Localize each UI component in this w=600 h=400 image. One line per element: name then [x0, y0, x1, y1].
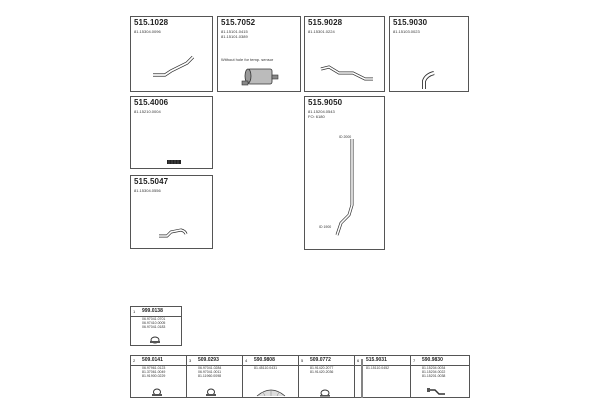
clamp-icon	[299, 356, 355, 399]
silencer-drawing	[218, 17, 302, 93]
flex-hose-drawing	[131, 97, 214, 170]
accessory-part-number: 999.0138	[142, 308, 163, 314]
oem-codes: 81.15304.0556	[134, 188, 161, 193]
bracket-icon	[411, 356, 471, 399]
oem-codes: 81.15101.0415 81.15101.0389	[221, 29, 248, 39]
oem-codes: 81.15210.0004	[134, 109, 161, 114]
part-box-515-5047	[130, 175, 213, 249]
part-box-515-9050	[304, 96, 385, 250]
accessory-part-number: 515.9031	[366, 357, 387, 363]
accessory-codes: 06.97041.0701 06.97410.0005 06.97041.0183	[142, 317, 166, 330]
straight-pipe-icon	[355, 356, 411, 399]
accessory-codes: 81.91420.2077 81.91420.2036	[310, 366, 334, 375]
oem-codes: 81.15204.0543 FO: 6180	[308, 109, 335, 119]
bent-pipe-drawing	[131, 17, 214, 93]
clamp-icon	[131, 307, 183, 347]
accessory-cell-590-9830	[411, 356, 471, 397]
u-bolt-clamp-icon	[187, 356, 243, 399]
accessories-row	[130, 355, 470, 398]
accessory-cell-590-9808	[243, 356, 299, 397]
heat-shield-icon	[243, 356, 299, 399]
part-box-515-4006	[130, 96, 213, 169]
accessory-codes: 81.15110.0452	[366, 366, 390, 370]
item-number: 2	[133, 358, 136, 363]
part-number: 515.4006	[134, 98, 169, 107]
part-box-515-1028	[130, 16, 213, 92]
accessory-codes: 81.15204.0034 81.15204.0022 81.15201.0038	[422, 366, 446, 379]
part-number: 515.1028	[134, 18, 169, 27]
accessory-part-number: 509.0293	[198, 357, 219, 363]
accessory-part-number: 509.0141	[142, 357, 163, 363]
part-number: 515.9050	[308, 98, 343, 107]
accessory-cell-509-0772	[299, 356, 355, 397]
accessory-part-number: 590.9830	[422, 357, 443, 363]
oem-codes: 81.15103.0023	[393, 29, 420, 34]
u-bolt-clamp-icon	[131, 356, 187, 399]
item-number: 7	[413, 358, 416, 363]
elbow-pipe-drawing	[390, 17, 470, 93]
dimension-label-top: ID 2000	[339, 135, 352, 139]
oem-codes: 81.15301.0224	[308, 29, 335, 34]
long-pipe-drawing	[305, 97, 386, 251]
item-number: 4	[245, 358, 248, 363]
accessory-cell-509-0141	[131, 356, 187, 397]
bent-pipe-drawing	[131, 176, 214, 250]
accessory-part-number: 509.0772	[310, 357, 331, 363]
part-box-515-9030	[389, 16, 469, 92]
item-number: 3	[189, 358, 192, 363]
part-number: 515.9030	[393, 18, 428, 27]
accessory-codes: 06.97961.0123 81.37061.0049 81.91900.0229	[142, 366, 166, 379]
oem-codes: 81.15304.0096	[134, 29, 161, 34]
accessory-codes: 06.97041.0284 06.97041.0011 81.11960.0098	[198, 366, 222, 379]
part-number: 515.7052	[221, 18, 256, 27]
accessory-codes: 81.45110.0431	[254, 366, 278, 370]
item-number: 5	[301, 358, 304, 363]
bent-pipe-drawing	[305, 17, 386, 93]
accessory-cell-509-0293	[187, 356, 243, 397]
part-number: 515.5047	[134, 177, 169, 186]
accessory-cell-515-9031	[355, 356, 411, 397]
accessory-box-999-0138	[130, 306, 182, 346]
dimension-label-bottom: ID 1900	[319, 225, 332, 229]
part-number: 515.9028	[308, 18, 343, 27]
accessory-part-number: 590.9808	[254, 357, 275, 363]
item-number: 6	[357, 358, 360, 363]
part-box-515-7052	[217, 16, 301, 92]
part-box-515-9028	[304, 16, 385, 92]
part-note: Without hole for temp. sensor	[221, 57, 274, 62]
item-number: 1	[133, 309, 136, 314]
